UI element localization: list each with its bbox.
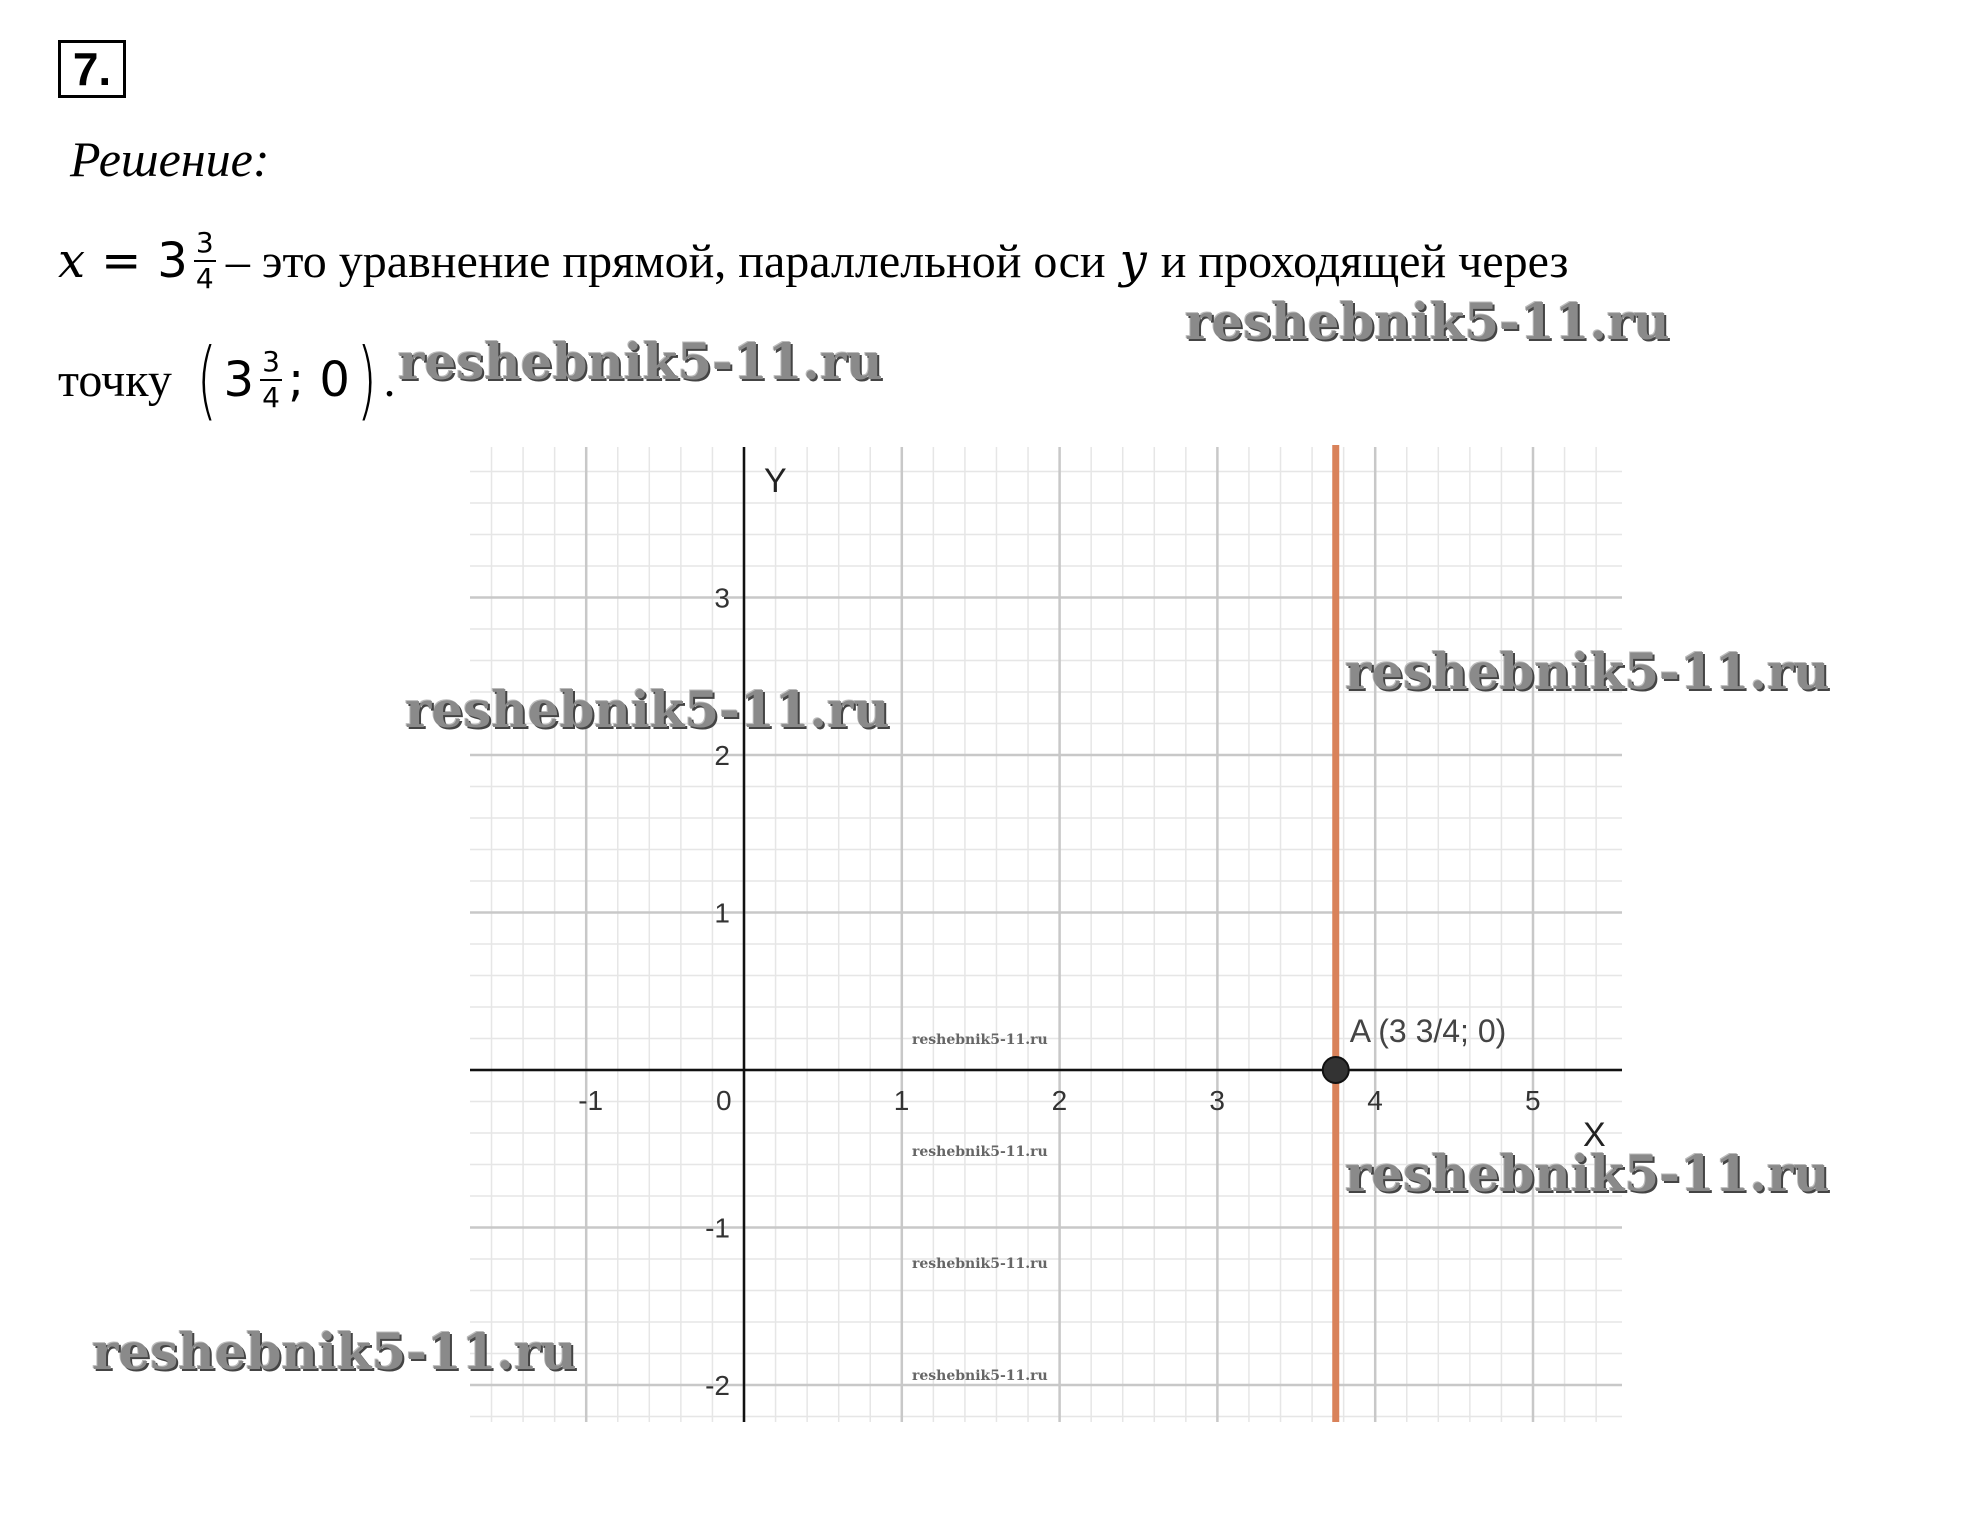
solution-label: Решение: xyxy=(70,131,270,187)
major-grid xyxy=(470,447,1622,1422)
equation-text-3: точку xyxy=(58,353,172,407)
point-rest: ; 0 xyxy=(288,352,350,408)
watermark-2: reshebnik5-11.ru xyxy=(398,332,883,391)
point-fraction-numerator: 3 xyxy=(262,345,280,378)
y-variable: y xyxy=(1119,233,1147,289)
x-tick-label: 4 xyxy=(1367,1085,1383,1116)
x-tick-label: 1 xyxy=(893,1085,910,1116)
fraction-denominator: 4 xyxy=(195,262,214,295)
equation-text-2: и проходящей через xyxy=(1160,234,1569,288)
fraction-numerator: 3 xyxy=(195,226,214,259)
watermark-4: reshebnik5-11.ru xyxy=(405,680,890,739)
watermark-small-3: reshebnik5-11.ru xyxy=(912,1256,1048,1272)
watermark-small-4: reshebnik5-11.ru xyxy=(912,1368,1048,1384)
axes xyxy=(470,447,1622,1422)
y-tick-label: -1 xyxy=(705,1212,730,1244)
x-tick-label: 3 xyxy=(1209,1085,1225,1116)
series xyxy=(1323,445,1507,1422)
x-tick-label: -1 xyxy=(578,1085,604,1116)
problem-number: 7. xyxy=(58,40,126,98)
x-axis-label: X xyxy=(1583,1116,1606,1154)
y-tick-label: 2 xyxy=(714,740,730,771)
watermark-small-1: reshebnik5-11.ru xyxy=(912,1032,1048,1048)
x-tick-label: 0 xyxy=(716,1085,732,1116)
watermark-3: reshebnik5-11.ru xyxy=(1345,642,1830,701)
watermark-6: reshebnik5-11.ru xyxy=(92,1322,577,1381)
minor-grid xyxy=(470,447,1622,1422)
open-paren: ( xyxy=(196,330,217,430)
x-tick-label: 2 xyxy=(1051,1085,1068,1116)
x-variable: x xyxy=(58,233,86,289)
x-tick-label: 5 xyxy=(1525,1085,1541,1116)
watermark-small-2: reshebnik5-11.ru xyxy=(912,1144,1048,1160)
point-a-marker xyxy=(1323,1057,1349,1083)
close-paren: ) xyxy=(356,330,377,430)
point-a-label: A (3 3/4; 0) xyxy=(1349,1013,1507,1049)
period: . xyxy=(383,353,396,407)
whole-part: 3 xyxy=(157,233,188,289)
watermark-1: reshebnik5-11.ru xyxy=(1185,292,1670,351)
equals-sign: = xyxy=(101,233,142,289)
point-fraction-denominator: 4 xyxy=(262,381,280,414)
y-tick-label: 1 xyxy=(714,897,730,929)
y-tick-label: 3 xyxy=(714,582,730,614)
equation-text-1: – это уравнение прямой, параллельной оси xyxy=(225,234,1106,288)
y-tick-label: -2 xyxy=(705,1370,730,1401)
watermark-5: reshebnik5-11.ru xyxy=(1345,1144,1830,1203)
y-axis-label: Y xyxy=(764,462,787,500)
point-whole: 3 xyxy=(223,352,254,408)
